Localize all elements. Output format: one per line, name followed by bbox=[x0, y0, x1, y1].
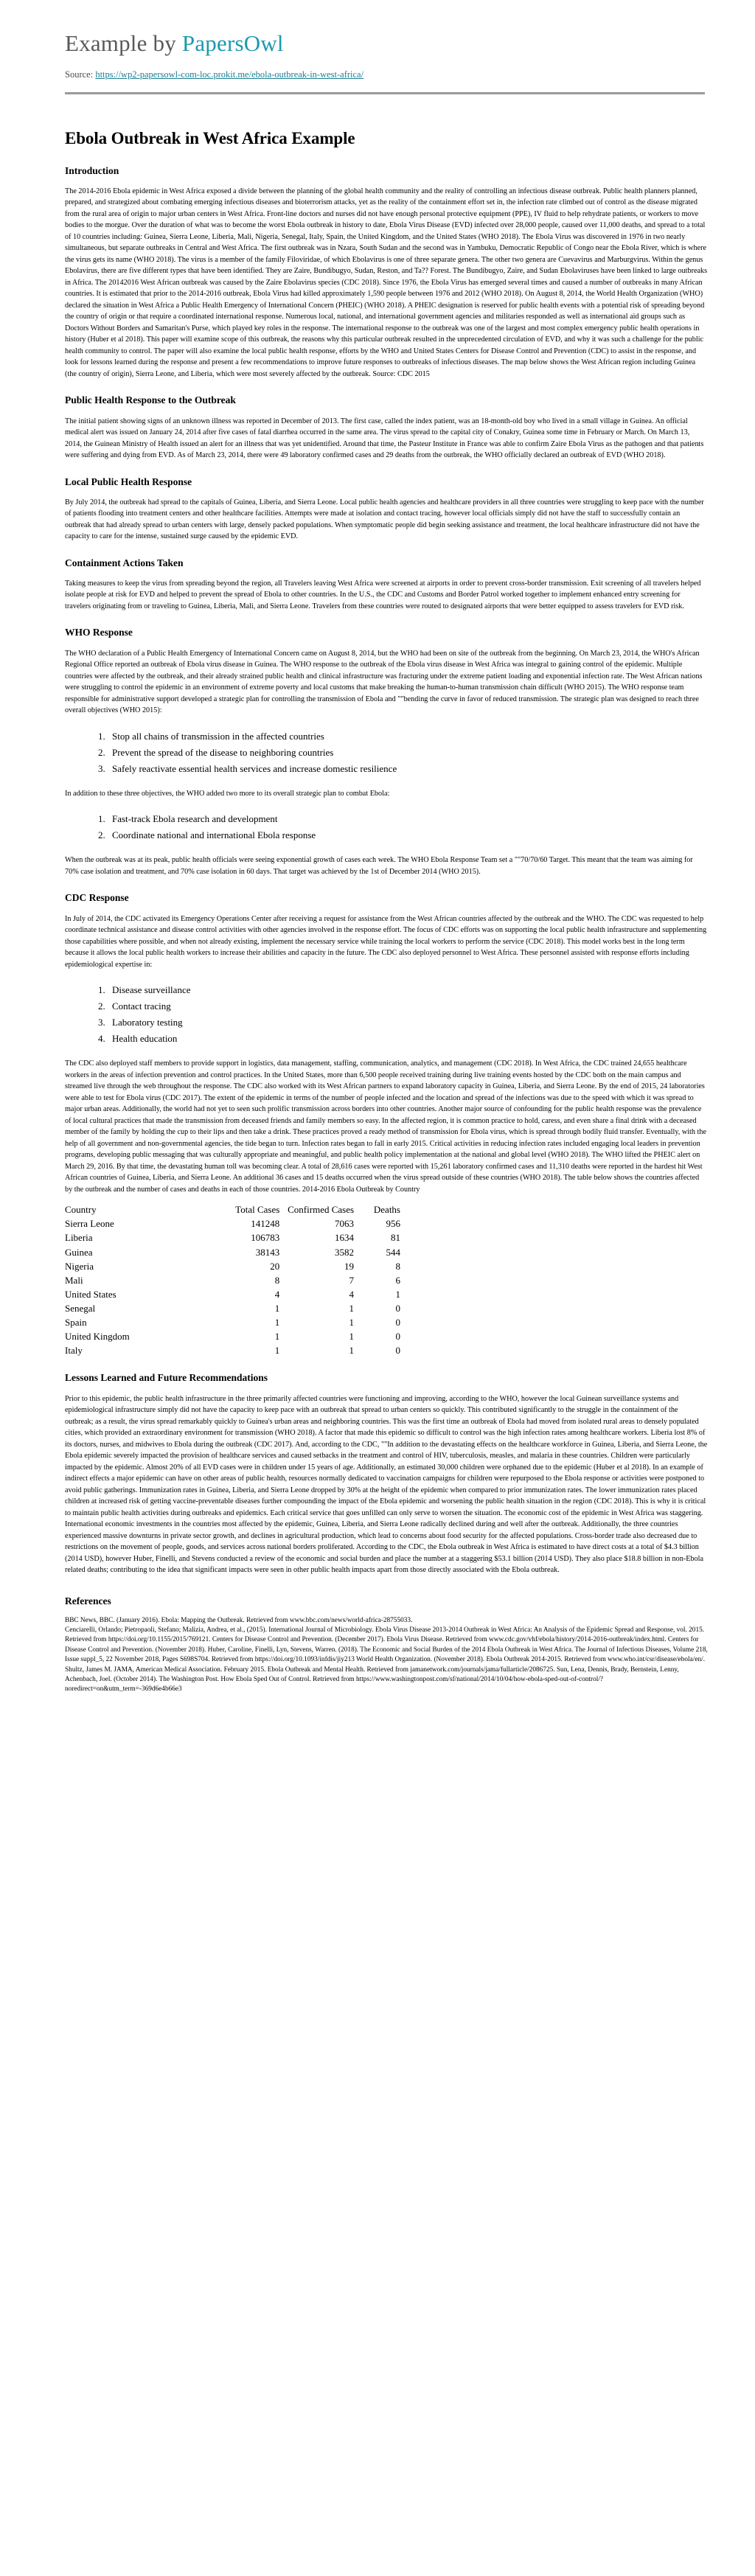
paragraph-public-health-response: The initial patient showing signs of an unknown illness was reported in December of 2013. The first case, called the index patient, was an 18-month-old boy who lived in a small village in Guinea. An official medical alert was issued on January 24, 2014 after five cases of fatal diarrhea occurred in the same area. The virus spread to the capital city of Conakry, Guinea some time in February or March. On March 13, 2014, the Guinean Ministry of Health issued an alert for an illness that was yet unidentified. Around that time, the Pasteur Institute in France was able to confirm Zaire Ebola Virus as the pathogen and that patients were suffering and dying from EVD. As of March 23, 2014, there were 49 laboratory confirmed cases and 29 deaths from the outbreak, the WHO officially declared an outbreak of EVD (WHO 2018). bbox=[65, 417, 704, 460]
paragraph-local-public-health-response: By July 2014, the outbreak had spread to the capitals of Guinea, Liberia, and Sierra Leone. Local public health agencies and healthcare providers in all three countries were struggling to keep pace with the number of patients flooding into treatment centers and other healthcare facilities. Attempts were made at isolation and contact tracing, however local officials simply did not have the staff to successfully contain an outbreak that had already spread to urban centers with large, densely packed populations. When symptomatic people did begin seeking assistance and treatment, the local healthcare infrastructure did not have the capacity to care for the intense, sustained surge caused by the epidemic EVD. bbox=[65, 498, 704, 541]
brand-prefix: Example by bbox=[65, 30, 182, 56]
source-label: Source: bbox=[65, 69, 94, 80]
list-item: 1. Stop all chains of transmission in the affected countries bbox=[108, 728, 708, 744]
table-row bbox=[65, 1230, 400, 1245]
cell-total-cases: 4 bbox=[274, 1288, 280, 1300]
cell-total-cases: 1 bbox=[274, 1345, 280, 1357]
cdc-expertise-list bbox=[65, 982, 708, 1046]
cell-total-cases: 1 bbox=[274, 1303, 280, 1314]
table-row bbox=[65, 1259, 400, 1273]
cell-confirmed-cases: 19 bbox=[344, 1260, 355, 1272]
paragraph-cdc-response: In July of 2014, the CDC activated its Emergency Operations Center after receiving a request for assistance from the West African countries affected by the outbreak and the WHO. The CDC was requested to help coordinate technical assistance and disease control activities with other agencies involved in the response effort. The focus of CDC efforts was on supporting the local public health infrastructure and supplementing those capabilities where possible, and when not already existing, implement the necessary service while training the local workers to perform the service (CDC 2018). This model works best in the long term because it allows the local public health workers to increase their abilities and capacity in the future. The CDC also deployed personnel to West Africa. These personnel assisted with response efforts including epidemiological expertise in: bbox=[65, 914, 707, 969]
cell-confirmed-cases: 4 bbox=[349, 1288, 355, 1300]
cell-country: Nigeria bbox=[65, 1260, 94, 1272]
document-body bbox=[25, 128, 733, 1695]
cell-deaths: 0 bbox=[395, 1331, 400, 1343]
section-heading-containment-actions: Containment Actions Taken bbox=[65, 557, 184, 568]
cell-total-cases: 1 bbox=[274, 1331, 280, 1343]
ebola-outbreak-by-country-table bbox=[65, 1202, 400, 1357]
section-heading-who-response: WHO Response bbox=[65, 627, 133, 638]
cell-total-cases: 20 bbox=[270, 1260, 280, 1272]
cell-country: Italy bbox=[65, 1345, 83, 1357]
cell-country: Mali bbox=[65, 1274, 83, 1286]
column-header-deaths: Deaths bbox=[373, 1204, 400, 1216]
cell-deaths: 544 bbox=[386, 1246, 400, 1258]
list-item: 4. Health education bbox=[108, 1031, 708, 1046]
reference-entry: BBC News, BBC. (January 2016). Ebola: Mapping the Outbreak. Retrieved from www.bbc.com/news/world-africa-28755033. bbox=[65, 1616, 413, 1624]
table-row bbox=[65, 1301, 400, 1315]
column-header-confirmed-cases: Confirmed Cases bbox=[288, 1204, 355, 1216]
cell-country: United States bbox=[65, 1288, 116, 1300]
cell-confirmed-cases: 1 bbox=[349, 1317, 355, 1329]
list-item: 3. Safely reactivate essential health services and increase domestic resilience bbox=[108, 761, 708, 776]
table-row bbox=[65, 1329, 400, 1343]
reference-entry: Cenciarelli, Orlando; Pietropaoli, Stefano; Malizia, Andrea, et al., (2015). International Journal of Microbiology. Ebola Virus Disease 2013-2014 Outbreak in West Africa: An Analysis of the Epidemic Spread and Response, vol. 2015. Retrieved from https://doi.org/10.1155/2015/769121. Centers for Disease Control and Prevention. (December 2017). Ebola Virus Disease. Retrieved from www.cdc.gov/vhf/ebola/history/2014-2016-outbreak/index.html. Centers for Disease Control and Prevention. (November 2018). Huber, Caroline, Finelli, Lyn, Stevens, Warren. (2018). The Economic and Social Burden of the 2014 Ebola Outbreak in West Africa. The Journal of Infectious Diseases, Volume 218, Issue suppl_5, 22 November 2018, Pages S698S704. Retrieved from https://doi.org/10.1093/infdis/jiy213 World Health Organization. (November 2018). Ebola Outbreak 2014-2015. Retrieved from www.who.int/csr/disease/ebola/en/. Shultz, James M. JAMA, American Medical Association. February 2015. Ebola Outbreak and Mental Health. Retrieved from jamanetwork.com/journals/jama/fullarticle/2086725. Sun, Lena, Dennis, Brady, Bernstein, Lenny, Achenbach, Joel. (October 2014). The Washington Post. How Ebola Sped Out of Control. Retrieved from https://www.washingtonpost.com/sf/national/2014/10/04/how-ebola-sped-out-of-control/?noredirect=on&utm_term=-369d6e4b66e3 bbox=[65, 1626, 708, 1693]
page-title: Ebola Outbreak in West Africa Example bbox=[65, 129, 355, 148]
paragraph-lessons-learned: Prior to this epidemic, the public health infrastructure in the three primarily affected countries were functioning and improving, according to the WHO, however the local Guinean surveillance systems and epidemiological infrastructure simply did not have the capacity to keep pace with an outbreak that spread to urban centers so quickly. This contributed significantly to the struggle in the containment of the outbreak; as a result, the virus spread remarkably quickly to Guinea's urban areas and neighboring countries. This was the first time an outbreak of Ebola had moved from isolated rural areas to densely populated cities, which provided an extraordinary environment for transmission (WHO 2018). A factor that made this epidemic so difficult to control was the high infection rates among healthcare workers. Liberia lost 8% of its doctors, nurses, and midwives to Ebola during the outbreak (CDC 2017). And, according to the CDC, ""In addition to the devastating effects on the healthcare workforce in Guinea, Liberia, and Sierra Leone, the Ebola epidemic severely impacted the provision of healthcare services and caused setbacks in the treatment and control of HIV, tuberculosis, measles, and malaria in these countries. Children were particularly impacted by the epidemic. Almost 20% of all EVD cases were in children under 15 years of age. Additionally, an estimated 30,000 children were orphaned due to the epidemic (Huber et al 2018). In an example of indirect effects a major epidemic can have on other areas of public health, resources normally dedicated to vaccination campaigns for children were repurposed to the Ebola response or activities were postponed to avoid public gatherings. Immunization rates in Guinea, Liberia, and Sierra Leone dropped by 30% at the height of the epidemic when compared to prior immunization rates. The lower immunization rates placed children at increased risk of getting vaccine-preventable diseases further compounding the impact of the Ebola epidemic and worsening the public health situation in the region (CDC 2018). This is why it is critical to maintain public health activities during outbreaks and epidemics. Each critical service that goes unfilled can only serve to worsen the situation. The economic cost of the epidemic in West Africa was staggering. International economic investments in the countries most affected by the epidemic, Guinea, Liberia, and Sierra Leone radically declined during and well after the outbreak. Additionally, the three countries experienced massive downturns in private sector growth, and declines in agricultural production, which lead to concerns about food security for the affected populations. Cross-border trade also decreased due to restrictions on the movement of people, goods, and services across national borders proliferated. According to the CDC, the Ebola outbreak in West Africa is estimated to have direct costs at a total of $4.3 billion (2014 USD), however Huber, Finelli, and Stevens conducted a review of the economic and social burden and place the number at a staggering $53.1 billion (2014 USD). They also place $18.8 billion in non-Ebola related deaths; contributing to the idea that significant impacts were seen in other public health impacts apart from those directly associated with the Ebola outbreak. bbox=[65, 1394, 708, 1575]
cell-deaths: 0 bbox=[395, 1345, 400, 1357]
section-heading-introduction: Introduction bbox=[65, 164, 119, 176]
list-item: 1. Disease surveillance bbox=[108, 982, 708, 998]
cell-deaths: 8 bbox=[395, 1260, 400, 1272]
header-divider bbox=[65, 92, 705, 94]
cell-deaths: 0 bbox=[395, 1303, 400, 1314]
cell-country: Sierra Leone bbox=[65, 1218, 114, 1230]
cell-country: United Kingdom bbox=[65, 1331, 130, 1343]
list-item: 1. Fast-track Ebola research and development bbox=[108, 811, 708, 826]
table-row bbox=[65, 1245, 400, 1259]
cell-confirmed-cases: 1 bbox=[349, 1303, 355, 1314]
cell-confirmed-cases: 7063 bbox=[335, 1218, 355, 1230]
section-heading-references: References bbox=[65, 1595, 111, 1606]
table-body bbox=[65, 1216, 400, 1357]
list-item: 2. Contact tracing bbox=[108, 998, 708, 1014]
cell-confirmed-cases: 3582 bbox=[335, 1246, 355, 1258]
paragraph-who-additional-objectives: In addition to these three objectives, the WHO added two more to its overall strategic plan to combat Ebola: bbox=[65, 789, 390, 798]
cell-confirmed-cases: 7 bbox=[349, 1274, 355, 1286]
cell-deaths: 6 bbox=[395, 1274, 400, 1286]
cell-confirmed-cases: 1 bbox=[349, 1345, 355, 1357]
section-heading-cdc-response: CDC Response bbox=[65, 892, 129, 904]
cell-deaths: 1 bbox=[395, 1288, 400, 1300]
section-heading-local-public-health-response: Local Public Health Response bbox=[65, 476, 192, 487]
table-row bbox=[65, 1315, 400, 1329]
brand-title bbox=[65, 31, 733, 56]
column-header-total-cases: Total Cases bbox=[235, 1204, 280, 1216]
cell-deaths: 0 bbox=[395, 1317, 400, 1329]
column-header-country: Country bbox=[65, 1204, 97, 1216]
paragraph-cdc-deployment: The CDC also deployed staff members to provide support in logistics, data management, staffing, communication, analytics, and management (CDC 2018). In West Africa, the CDC trained 24,655 healthcare workers in the areas of infection prevention and control practices. In the United States, more than 6,500 people received training during live training events hosted by the CDC both on the main campus and streamed live through the web throughout the response. The CDC also worked with its West African partners to expand laboratory capacity in Guinea, Liberia, and Sierra Leone. By the end of 2015, 24 laboratories were able to test for Ebola virus (CDC 2017). The extent of the epidemic in terms of the number of people infected and the location and spread of the infections was due to the speed with which it was spread to major urban areas. Additionally, the world had not yet to seen such prolific transmission across borders into other countries. Another major source of confounding for the public health response was the prevalence of local cultural practices that made the transmission from deceased friends and family members so easy. In the affected region, it is common practice to hold, caress, and even share a final drink with a deceased member of the family by holding the cup to their lips and then take a drink. These practices proved a ready method of transmission for Ebola virus, which is spread through bodily fluid transfer. Eventually, with the help of all government and non-governmental agencies, the tide began to turn. Infection rates began to fall in early 2015. Critical activities in reducing infection rates included engaging local leaders in prevention programs, developing public messaging that was culturally appropriate and meaningful, and public health policy implementation at the national and global level (WHO 2018). The WHO lifted the PHEIC alert on March 29, 2016. By that time, the devastating human toll was becoming clear. A total of 28,616 cases were reported with 15,261 laboratory confirmed cases and 11,310 deaths were reported in the hardest hit West African countries of Guinea, Liberia, and Sierra Leone. An additional 36 cases and 15 deaths occurred when the virus spread outside of these countries (WHO 2018). The table below shows the countries affected by the outbreak and the number of cases and deaths in each of those countries. 2014-2016 Ebola Outbreak by Country bbox=[65, 1059, 706, 1194]
list-item: 2. Prevent the spread of the disease to neighboring countries bbox=[108, 745, 708, 760]
cell-total-cases: 141248 bbox=[251, 1218, 280, 1230]
cell-confirmed-cases: 1634 bbox=[335, 1232, 355, 1244]
cell-confirmed-cases: 1 bbox=[349, 1331, 355, 1343]
cell-total-cases: 106783 bbox=[251, 1232, 280, 1244]
who-additional-objectives-list bbox=[65, 811, 708, 843]
source-link[interactable]: https://wp2-papersowl-com-loc.prokit.me/ebola-outbreak-in-west-africa/ bbox=[95, 69, 364, 80]
brand-name: PapersOwl bbox=[181, 30, 284, 56]
section-heading-lessons-learned: Lessons Learned and Future Recommendations bbox=[65, 1372, 268, 1384]
table-row bbox=[65, 1216, 400, 1230]
paragraph-who-response: The WHO declaration of a Public Health Emergency of International Concern came on August 8, 2014, but the WHO had been on site of the outbreak from the beginning. On March 23, 2014, the WHO's African Regional Office reported an outbreak of Ebola virus disease in Guinea. The WHO response to the outbreak of the Ebola virus disease in West Africa was integral to gaining control of the epidemic. Multiple countries were affected by the outbreak, and their already strained public health and clinical infrastructure was fracturing under the extreme patient loading and exponential infection rate. The West African nations were struggling to control the epidemic in an environment of extreme poverty and local customs that make breaking the human-to-human transmission chain difficult (WHO 2015). The WHO response team responsible for administrative support developed a strategic plan for controlling the transmission of Ebola and ""bending the curve in favor of reduced transmission. The strategic plan was designed to reach three overall objectives (WHO 2015): bbox=[65, 649, 703, 715]
cell-total-cases: 1 bbox=[274, 1317, 280, 1329]
paragraph-containment-actions: Taking measures to keep the virus from spreading beyond the region, all Travelers leaving West Africa were screened at airports in order to prevent cross-border transmission. Exit screening of all travelers helped isolate people at risk for EVD and helped to prevent the spread of Ebola to other countries. In the U.S., the CDC and Customs and Border Patrol worked together to implement enhanced entry screening for travelers originating from or traveling to Guinea, Liberia, Mali, and Sierra Leone. Travelers from these countries were routed to designated airports that were better equipped to assess travelers for EVD risk. bbox=[65, 579, 701, 610]
cell-deaths: 956 bbox=[386, 1218, 400, 1230]
cell-country: Guinea bbox=[65, 1246, 93, 1258]
cell-country: Senegal bbox=[65, 1303, 96, 1314]
table-row bbox=[65, 1343, 400, 1357]
cell-country: Spain bbox=[65, 1317, 87, 1329]
paragraph-introduction: The 2014-2016 Ebola epidemic in West Africa exposed a divide between the planning of the global health community and the reality of controlling an infectious disease outbreak. Public health planners planned, prepared, and strategized about combating emerging infectious diseases and bioterrorism attacks, yet as the reality of the containment effort set in, the infection rate climbed out of control as the disease migrated from the rural area of origin to major urban centers in West Africa. Front-line doctors and nurses did not have enough personal protective equipment (PPE), IV fluid to help rehydrate patients, or workers to move bodies to the morgue. Over the duration of what was to become the worst Ebola outbreak in history to date, Ebola Virus Disease (EVD) infected over 28,000 people, caused over 11,000 deaths, and spread to a total of 10 countries including: Guinea, Sierra Leone, Liberia, Mali, Nigeria, Senegal, Italy, Spain, the United Kingdom, and the United States (WHO 2018). The Ebola Virus was discovered in 1976 in two nearly simultaneous, but separate outbreaks in Central and West Africa. The first outbreak was in Nzara, South Sudan and the second was in Yambuku, Democratic Republic of Congo near the Ebola River, which is where the virus gets its name (WHO 2018). The virus is a member of the family Filoviridae, of which Ebolavirus is one of three separate genera. The other two genera are Cuevavirus and Marburgvirus. Within the genus Ebolavirus, there are five different types that have been identified. They are Zaire, Bundibugyo, Sudan, Reston, and Ta?? Forest. The Bundibugyo, Zaire, and Sudan Ebolaviruses have been linked to large outbreaks in Africa. The 20142016 West African outbreak was caused by the Zaire Ebolavirus species (CDC 2018). Since 1976, the Ebola Virus has emerged several times and caused a number of outbreaks in many African countries. It is estimated that prior to the 2014-2016 outbreak, Ebola Virus had killed approximately 1,590 people between 1976 and 2012 (WHO 2018). On August 8, 2014, the World Health Organization (WHO) declared the situation in West Africa a Public Health Emergency of International Concern (PHEIC) (WHO 2018). A PHEIC designation is reserved for public health events with a potential risk of spreading beyond the country of origin or that require a coordinated international response. Numerous local, national, and international government agencies and militaries responded as well as international aid groups such as Doctors Without Borders and Samaritan's Purse, which played key roles in the response. The international response to the outbreak was one of the largest and most complex emergency public health operations in history (Huber et al 2018). This paper will examine scope of this outbreak, the reasons why this particular outbreak resulted in the unprecedented circulation of EVD, and why it was such a challenge for the public health community to control. The paper will also examine the local public health response, efforts by the WHO and United States Centers for Disease Control and Prevention (CDC) to assist in the response, and look for lessons learned during the response and present a few recommendations to improve future responses to outbreaks of infectious diseases. The map below shows the West African region including Guinea (the country of origin), Sierra Leone, and Liberia, which were most severely affected by the outbreak. Source: CDC 2015 bbox=[65, 187, 708, 378]
list-item: 2. Coordinate national and international Ebola response bbox=[108, 827, 708, 843]
masthead bbox=[25, 25, 733, 80]
section-heading-public-health-response: Public Health Response to the Outbreak bbox=[65, 394, 236, 406]
table-row bbox=[65, 1273, 400, 1287]
who-objectives-list bbox=[65, 728, 708, 776]
table-header-row bbox=[65, 1202, 400, 1216]
list-item: 3. Laboratory testing bbox=[108, 1014, 708, 1030]
cell-country: Liberia bbox=[65, 1232, 93, 1244]
source-line bbox=[65, 69, 733, 80]
paragraph-who-target: When the outbreak was at its peak, public health officials were seeing exponential growth of cases each week. The WHO Ebola Response Team set a ""70/70/60 Target. This meant that the team was aiming for 70% case isolation and treatment, and 70% case isolation in 60 days. That target was achieved by the 1st of December 2014 (WHO 2015). bbox=[65, 856, 693, 876]
cell-total-cases: 8 bbox=[274, 1274, 280, 1286]
cell-total-cases: 38143 bbox=[255, 1246, 280, 1258]
cell-deaths: 81 bbox=[391, 1232, 400, 1244]
table-row bbox=[65, 1287, 400, 1301]
